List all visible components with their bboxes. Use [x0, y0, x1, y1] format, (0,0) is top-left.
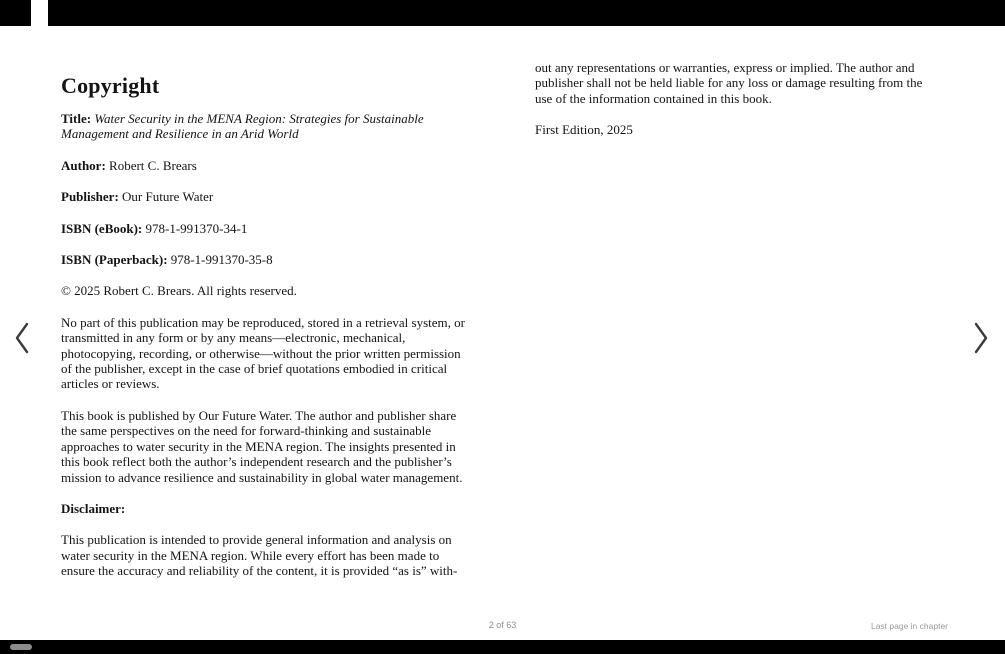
isbn-paperback-block — [61, 252, 471, 267]
right-column — [535, 60, 934, 595]
page-indicator: 2 of 63 — [488, 620, 517, 630]
publisher-paragraph: This book is published by Our Future Water. The author and publisher share the same perspectives on the need for forward-thinking and sustainable approaches to water security in the MENA region. The insights presented in this book reflect both the author’s independent research and the publisher’s mission to advance resilience and sustainability in global water management. — [61, 407, 463, 485]
page-title: Copyright — [61, 73, 160, 98]
author-label: Author: — [61, 157, 106, 173]
copyright-notice: © 2025 Robert C. Brears. All rights reserved. — [61, 283, 297, 299]
edition-line: First Edition, 2025 — [535, 122, 633, 138]
disclaimer-continuation: out any representations or warranties, express or implied. The author and publisher shall not be held liable for any loss or damage resulting from the use of the information contained in this book. — [535, 60, 923, 106]
chapter-status: Last page in chapter — [870, 621, 948, 631]
left-column — [61, 60, 471, 595]
chevron-right-icon — [973, 321, 989, 355]
isbn-paperback-value: 978-1-991370-35-8 — [170, 252, 273, 268]
publisher-block — [61, 189, 471, 204]
bottom-toolbar — [0, 640, 1005, 654]
title-label: Title: — [61, 111, 92, 126]
toolbar-app-icon[interactable] — [31, 0, 48, 26]
publisher-value: Our Future Water — [122, 189, 214, 205]
chevron-left-icon — [14, 321, 30, 355]
top-toolbar — [0, 0, 1005, 26]
isbn-ebook-label: ISBN (eBook): — [61, 220, 143, 236]
next-page-button[interactable] — [969, 318, 993, 358]
disclaimer-paragraph: This publication is intended to provide general information and analysis on water security in the MENA region. While every effort has been made to ensure the accuracy and reliability of the content, it is provided “as is” with- — [61, 532, 458, 579]
book-page — [61, 60, 934, 595]
disclaimer-label: Disclaimer: — [61, 500, 126, 516]
title-block — [61, 111, 471, 142]
isbn-paperback-label: ISBN (Paperback): — [61, 252, 168, 268]
publisher-label: Publisher: — [61, 189, 119, 205]
isbn-ebook-value: 978-1-991370-34-1 — [145, 220, 248, 236]
author-value: Robert C. Brears — [109, 157, 197, 173]
isbn-ebook-block — [61, 221, 471, 236]
title-value: Water Security in the MENA Region: Strategies for Sustainable Management and Resilience in an Arid World — [61, 111, 424, 142]
prev-page-button[interactable] — [10, 318, 34, 358]
author-block — [61, 158, 471, 173]
disclaimer-heading — [61, 501, 471, 516]
toolbar-handle[interactable] — [10, 644, 32, 650]
permissions-paragraph: No part of this publication may be reproduced, stored in a retrieval system, or transmitted in any form or by any means—electronic, mechanical, photocopying, recording, or otherwise—without the prior written permission of the publisher, except in the case of brief quotations embodied in critical articles or reviews. — [61, 314, 465, 392]
